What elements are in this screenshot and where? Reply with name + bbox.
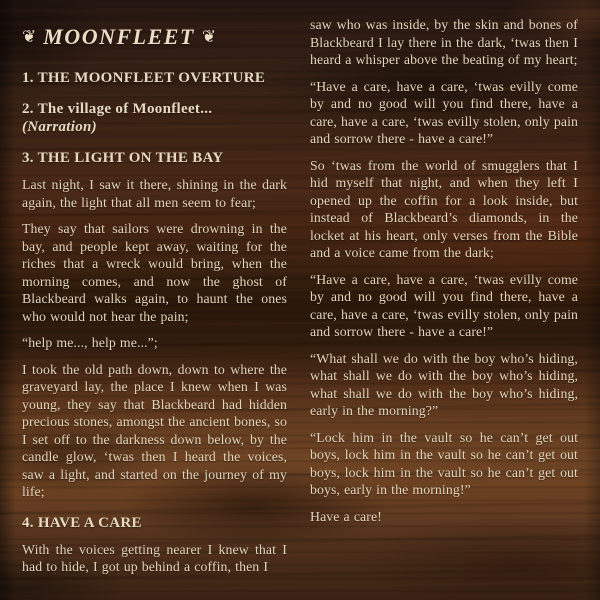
lyrics-outro-have-a-care: Have a care! — [310, 508, 382, 524]
lyrics-paragraph-last-night: Last night, I saw it there, shining in the dark again, the light that all men seem to fear; — [22, 177, 287, 210]
page-title — [22, 24, 287, 52]
lyrics-paragraph-saw-who: saw who was inside, by the skin and bones of Blackbeard I lay there in the dark, ‘twas then I heard a whisper above the beating of my heart; — [310, 17, 578, 67]
track-heading-village — [22, 100, 287, 136]
left-column — [22, 0, 287, 600]
lyrics-paragraph-smugglers: So ‘twas from the world of smugglers that I hid myself that night, and when they left I opened up the coffin for a look inside, but instead of Blackbeard’s diamonds, in the locket at his heart, only verses from the Bible and a voice came from the dark; — [310, 157, 578, 260]
lyrics-paragraph-lock-him: “Lock him in the vault so he can’t get out boys, lock him in the vault so he can’t get out boys, lock him in the vault so he can’t get out boys, early in the morning!” — [310, 429, 578, 497]
album-title-text: MOONFLEET — [43, 24, 195, 49]
track-heading-light-on-bay: 3. THE LIGHT ON THE BAY — [22, 150, 224, 166]
right-column — [310, 0, 578, 600]
lyrics-paragraph-help-me: “help me..., help me...”; — [22, 335, 158, 350]
fleuron-icon-right: ❦ — [201, 27, 217, 46]
narration-note: (Narration) — [22, 119, 97, 135]
track-heading-have-a-care: 4. HAVE A CARE — [22, 514, 142, 531]
track-heading-overture: 1. THE MOONFLEET OVERTURE — [22, 70, 266, 86]
lyrics-paragraph-chorus-1: “Have a care, have a care, ‘twas evilly come by and no good will you find there, have a care, have a care, ‘twas evilly stolen, only pain and sorrow there - have a care!” — [310, 78, 578, 146]
lyrics-paragraph-what-shall-we-do: “What shall we do with the boy who’s hiding, what shall we do with the boy who’s hiding, what shall we do with the boy who’s hiding, early in the morning?” — [310, 350, 578, 418]
lyrics-paragraph-they-say: They say that sailors were drowning in the bay, and people kept away, waiting for the riches that a wreck would bring, when the morning comes, and now the ghost of Blackbeard walks again, to haunt the ones who would not hear the pain; — [22, 221, 287, 324]
lyrics-paragraph-old-path: I took the old path down, down to where the graveyard lay, the place I knew when I was young, they say that Blackbeard had hidden precious stones, amongst the ancient bones, so I set off to the darkness down below, by the candle glow, ‘twas then I heard the voices, saw a light, and started on the journey of my life; — [22, 361, 287, 499]
lyrics-paragraph-voices-nearer: With the voices getting nearer I knew that I had to hide, I got up behind a coffin, then I — [22, 541, 287, 574]
fleuron-icon-left: ❦ — [22, 27, 37, 46]
lyrics-paragraph-chorus-2: “Have a care, have a care, ‘twas evilly come by and no good will you find there, have a care, have a care, ‘twas evilly stolen, only pain and sorrow there - have a care!” — [310, 271, 578, 339]
track-village-label: 2. The village of Moonfleet... — [22, 101, 213, 117]
